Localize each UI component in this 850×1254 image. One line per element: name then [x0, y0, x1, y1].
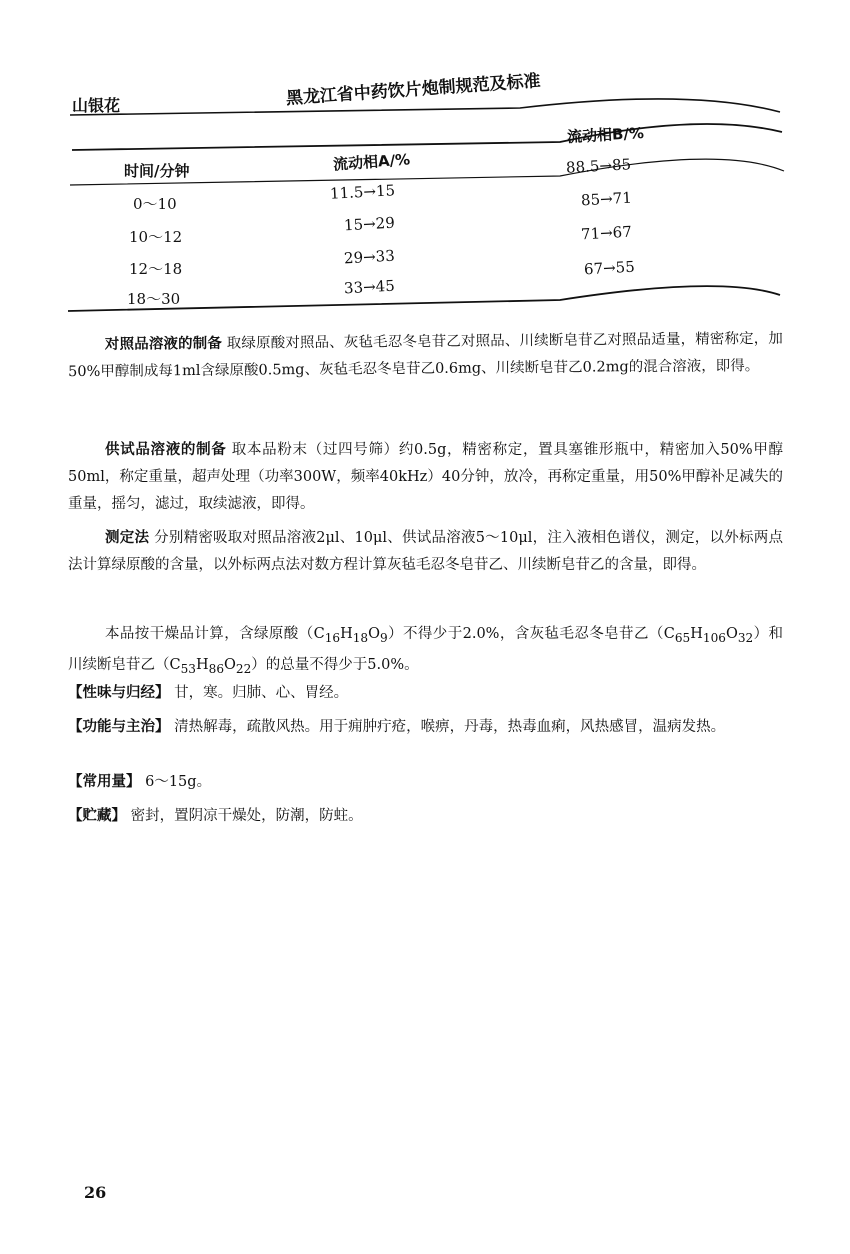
formula-text: H	[340, 626, 353, 642]
page-number: 26	[84, 1183, 107, 1202]
cell-time: 12～18	[129, 260, 183, 278]
formula-text: H	[195, 656, 209, 673]
formula-subscript: 22	[235, 661, 252, 676]
formula-subscript: 32	[737, 630, 754, 645]
formula-text: ）和川续断皂苷乙（C	[68, 626, 784, 673]
section-label: 【贮藏】	[68, 808, 126, 824]
paragraph-reference-solution	[68, 326, 783, 386]
formula-subscript: 53	[180, 661, 196, 676]
running-head-herb-name: 山银花	[72, 96, 121, 115]
section-text: 甘，寒。归肺、心、胃经。	[174, 685, 349, 701]
section-text: 取绿原酸对照品、灰毡毛忍冬皂苷乙对照品、川续断皂苷乙对照品适量，精密称定，加50%甲醇制成每1ml含绿原酸0.5mg、灰毡毛忍冬皂苷乙0.6mg、川续断皂苷乙0.2mg的混合溶液，即得。	[68, 330, 783, 381]
cell-phase-b: 88.5→85	[565, 155, 632, 177]
formula-text: ）不得少于2.0%，含灰毡毛忍冬皂苷乙（C	[387, 626, 675, 642]
section-label: 【功能与主治】	[68, 719, 170, 735]
formula-text: 本品按干燥品计算，含绿原酸（C	[105, 626, 325, 642]
paragraph-nature	[68, 680, 783, 707]
formula-subscript: 18	[352, 630, 369, 645]
formula-subscript: 86	[208, 661, 225, 676]
running-head-book-title: 黑龙江省中药饮片炮制规范及标准	[285, 71, 542, 109]
formula-subscript: 65	[674, 630, 691, 645]
section-label: 【常用量】	[68, 774, 141, 790]
cell-time: 0～10	[133, 195, 177, 213]
col-header-phase-b: 流动相B/%	[566, 123, 645, 147]
paragraph-test-solution	[68, 437, 783, 518]
cell-time: 18～30	[127, 290, 181, 308]
cell-phase-b: 71→67	[580, 222, 633, 244]
col-header-time: 时间/分钟	[124, 162, 190, 180]
cell-phase-b: 67→55	[583, 257, 636, 279]
section-label: 对照品溶液的制备	[104, 335, 223, 353]
formula-subscript: 16	[324, 630, 341, 645]
formula-text: O	[368, 626, 381, 642]
col-header-phase-a: 流动相A/%	[332, 150, 411, 174]
section-text: 分别精密吸取对照品溶液2μl、10μl、供试品溶液5～10μl，注入液相色谱仪，测定，以外标两点法计算绿原酸的含量，以外标两点法对数方程计算灰毡毛忍冬皂苷乙、川续断皂苷乙的含量，即得。	[68, 530, 784, 573]
section-text: 密封，置阴凉干燥处，防潮，防蛀。	[130, 808, 363, 824]
cell-phase-a: 15→29	[343, 213, 396, 235]
formula-subscript: 106	[702, 630, 726, 645]
table-top-rule	[72, 124, 782, 150]
section-label: 供试品溶液的制备	[105, 442, 227, 458]
formula-subscript: 9	[380, 630, 388, 645]
cell-phase-a: 33→45	[343, 276, 396, 298]
paragraph-function	[68, 714, 783, 741]
section-label: 【性味与归经】	[68, 685, 170, 701]
paragraph-method	[68, 525, 783, 579]
section-label: 测定法	[105, 530, 150, 546]
cell-time: 10～12	[129, 228, 183, 246]
formula-text: ）的总量不得少于5.0%。	[251, 656, 419, 673]
paragraph-dosage	[68, 769, 783, 796]
paragraph-storage	[68, 803, 783, 830]
section-text: 清热解毒，疏散风热。用于痈肿疔疮，喉痹，丹毒，热毒血痢，风热感冒，温病发热。	[174, 719, 726, 735]
formula-text: O	[224, 656, 236, 673]
header-rule	[70, 99, 780, 115]
cell-phase-a: 11.5→15	[329, 181, 396, 203]
formula-text: O	[725, 626, 738, 642]
formula-text: H	[690, 626, 703, 642]
cell-phase-a: 29→33	[343, 246, 396, 268]
paragraph-content-limit	[68, 621, 783, 683]
section-text: 6～15g。	[145, 774, 212, 790]
cell-phase-b: 85→71	[580, 188, 633, 210]
section-text: 取本品粉末（过四号筛）约0.5g，精密称定，置具塞锥形瓶中，精密加入50%甲醇50ml，称定重量，超声处理（功率300W，频率40kHz）40分钟，放冷，再称定重量，用50%甲醇补足减失的重量，摇匀，滤过，取续滤液，即得。	[68, 442, 784, 512]
